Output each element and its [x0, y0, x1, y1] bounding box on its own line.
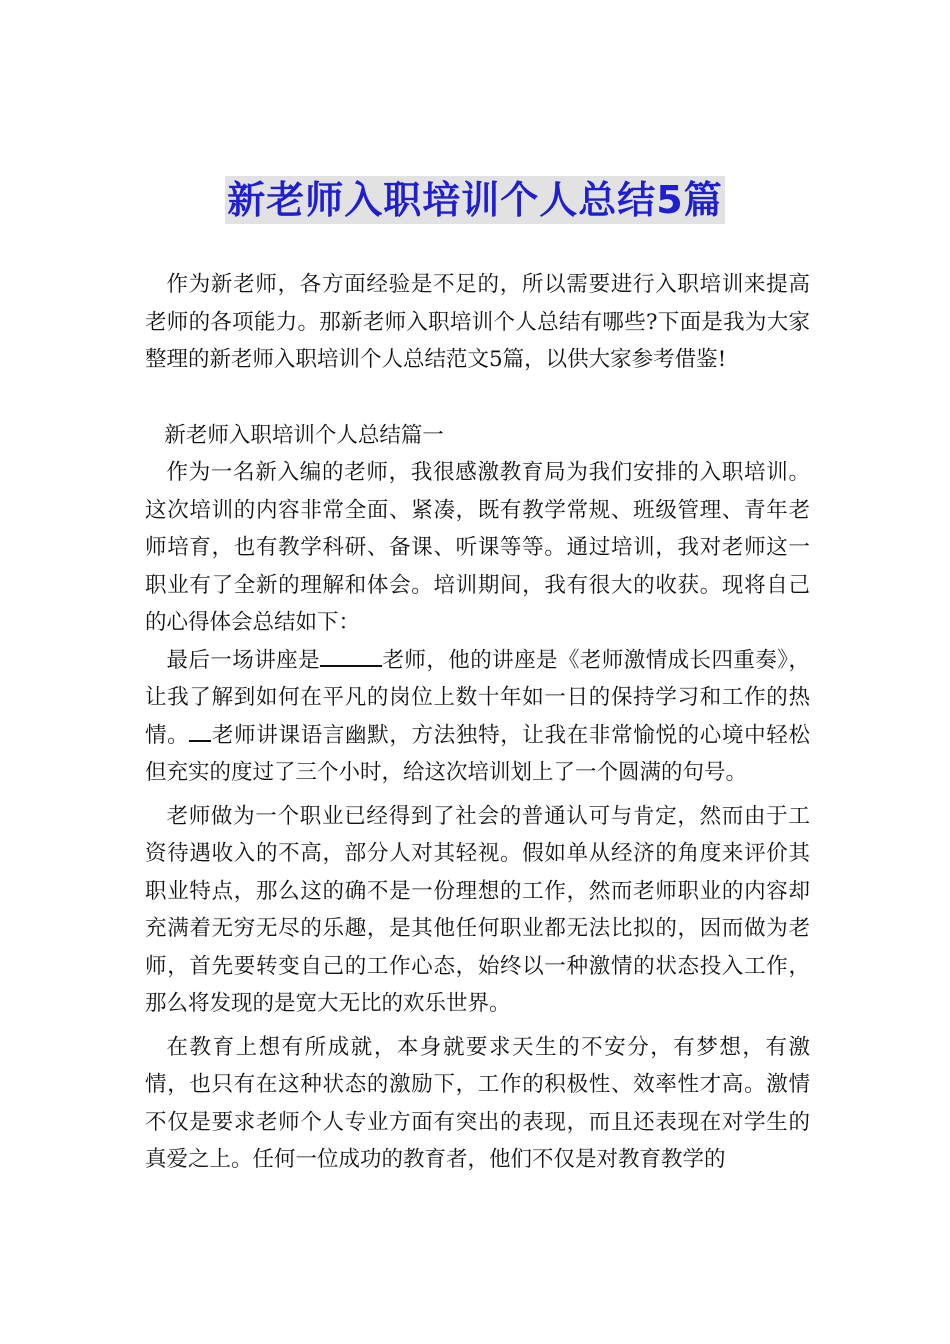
- document-title: 新老师入职培训个人总结5篇: [227, 178, 723, 222]
- intro-paragraph: 作为新老师，各方面经验是不足的，所以需要进行入职培训来提高老师的各项能力。那新老师入职培训个人总结有哪些?下面是我为大家整理的新老师入职培训个人总结范文5篇，以供大家参考借鉴!: [145, 272, 810, 372]
- title-container: [0, 176, 950, 224]
- paragraph-2: [145, 642, 810, 792]
- paragraph-2-part-a: 最后一场讲座是: [166, 647, 321, 673]
- document-body: [145, 266, 810, 1179]
- section-heading: 新老师入职培训个人总结篇一: [164, 422, 444, 448]
- paragraph-3: 老师做为一个职业已经得到了社会的普通认可与肯定，然而由于工资待遇收入的不高，部分人对其轻视。假如单从经济的角度来评价其职业特点，那么这的确不是一份理想的工作，然而老师职业的内容却充满着无穷无尽的乐趣，是其他任何职业都无法比拟的，因而做为老师，首先要转变自己的工作心态，始终以一种激情的状态投入工作，那么将发现的是宽大无比的欢乐世界。: [145, 803, 810, 1016]
- paragraph-2-part-b: 老师，他的讲座是《老师激情成长四重奏》，让我了解到如何在平凡的岗位上数十年如一日的保持学习和工作的热情。: [145, 647, 810, 748]
- paragraph-1: 作为一名新入编的老师，我很感激教育局为我们安排的入职培训。这次培训的内容非常全面、紧凑，既有教学常规、班级管理、青年老师培育，也有教学科研、备课、听课等等。通过培训，我对老师这一职业有了全新的理解和体会。培训期间，我有很大的收获。现将自己的心得体会总结如下：: [145, 460, 810, 635]
- paragraph-4: 在教育上想有所成就，本身就要求天生的不安分，有梦想，有激情，也只有在这种状态的激励下，工作的积极性、效率性才高。激情不仅是要求老师个人专业方面有突出的表现，而且还表现在对学生的真爱之上。任何一位成功的教育者，他们不仅是对教育教学的: [145, 1034, 810, 1172]
- blank-line: [320, 664, 382, 667]
- blank-line-short: [189, 739, 211, 742]
- paragraph-2-part-c: 老师讲课语言幽默，方法独特，让我在非常愉悦的心境中轻松但充实的度过了三个小时，给这次培训划上了一个圆满的句号。: [145, 722, 810, 785]
